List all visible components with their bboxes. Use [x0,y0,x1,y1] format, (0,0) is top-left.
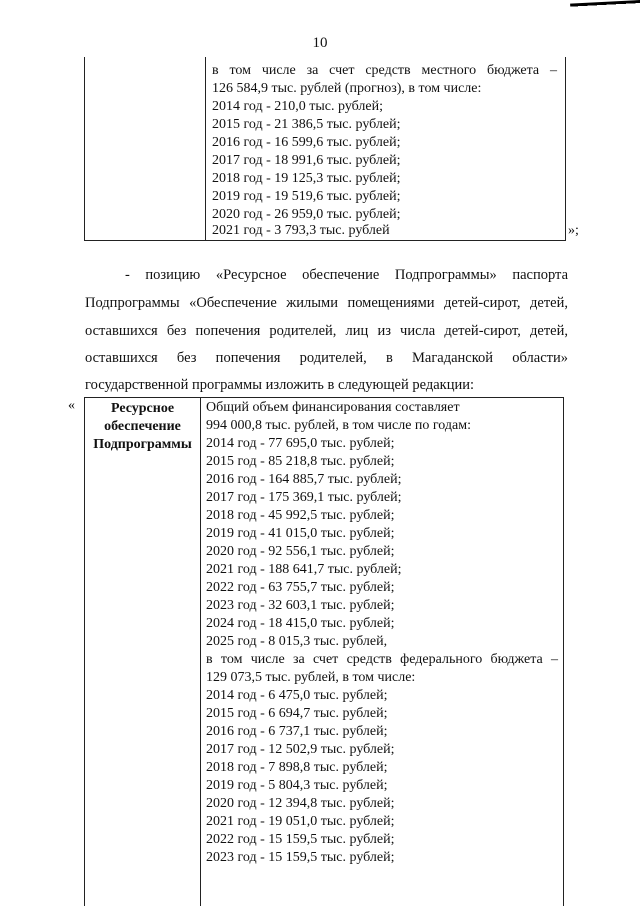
top-line: 2016 год - 16 599,6 тыс. рублей; [212,135,401,150]
top-line: 2017 год - 18 991,6 тыс. рублей; [212,153,401,168]
top-table-label-cell [84,57,206,241]
funding-line: 994 000,8 тыс. рублей, в том числе по годам: [206,418,471,433]
top-line: 2020 год - 26 959,0 тыс. рублей; [212,207,401,222]
top-line: 2015 год - 21 386,5 тыс. рублей; [212,117,401,132]
resource-label-cell [84,397,201,906]
top-line: 2014 год - 210,0 тыс. рублей; [212,99,384,114]
top-line: 2021 год - 3 793,3 тыс. рублей [212,223,390,238]
resource-label-line: обеспечение [104,419,181,434]
funding-line: в том числе за счет средств федерального бюджета – [206,652,558,667]
funding-line: 2019 год - 41 015,0 тыс. рублей; [206,526,395,541]
paragraph-line: оставшихся без попечения родителей, лиц из числа детей-сирот, детей, [85,323,568,339]
funding-line: 2015 год - 85 218,8 тыс. рублей; [206,454,395,469]
funding-line: 2018 год - 7 898,8 тыс. рублей; [206,760,388,775]
funding-line: 2018 год - 45 992,5 тыс. рублей; [206,508,395,523]
funding-line: 2022 год - 63 755,7 тыс. рублей; [206,580,395,595]
funding-line: 2020 год - 92 556,1 тыс. рублей; [206,544,395,559]
funding-line: 2019 год - 5 804,3 тыс. рублей; [206,778,388,793]
funding-line: 2021 год - 188 641,7 тыс. рублей; [206,562,402,577]
funding-line: 2021 год - 19 051,0 тыс. рублей; [206,814,395,829]
page-number: 10 [312,35,328,51]
funding-line: 2014 год - 77 695,0 тыс. рублей; [206,436,395,451]
paragraph-line: оставшихся без попечения родителей, в Магаданской области» [85,350,568,366]
funding-line: 2017 год - 175 369,1 тыс. рублей; [206,490,402,505]
top-line: в том числе за счет средств местного бюджета – [212,63,557,78]
funding-line: 2016 год - 164 885,7 тыс. рублей; [206,472,402,487]
top-line: 126 584,9 тыс. рублей (прогноз), в том числе: [212,81,482,96]
funding-line: 2020 год - 12 394,8 тыс. рублей; [206,796,395,811]
funding-line: 2014 год - 6 475,0 тыс. рублей; [206,688,388,703]
funding-line: 2017 год - 12 502,9 тыс. рублей; [206,742,395,757]
funding-line: 129 073,5 тыс. рублей, в том числе: [206,670,416,685]
resource-label-line: Ресурсное [110,401,175,416]
top-table-content-cell [204,57,566,241]
closing-quote: »; [568,223,579,238]
funding-line: 2015 год - 6 694,7 тыс. рублей; [206,706,388,721]
opening-quote: « [68,398,75,413]
paragraph-line: - позицию «Ресурсное обеспечение Подпрограммы» паспорта [125,267,568,283]
funding-line: 2025 год - 8 015,3 тыс. рублей, [206,634,388,649]
resource-content-cell [199,397,564,906]
top-line: 2019 год - 19 519,6 тыс. рублей; [212,189,401,204]
top-line: 2018 год - 19 125,3 тыс. рублей; [212,171,401,186]
paragraph-line: Подпрограммы «Обеспечение жилыми помещениями детей-сирот, детей, [85,295,568,311]
funding-line: 2016 год - 6 737,1 тыс. рублей; [206,724,388,739]
funding-line: 2023 год - 15 159,5 тыс. рублей; [206,850,395,865]
funding-line: 2024 год - 18 415,0 тыс. рублей; [206,616,395,631]
funding-line: 2022 год - 15 159,5 тыс. рублей; [206,832,395,847]
resource-label-line: Подпрограммы [93,437,192,452]
paragraph-line: государственной программы изложить в следующей редакции: [85,377,475,393]
scan-artifact [570,0,640,16]
funding-line: 2023 год - 32 603,1 тыс. рублей; [206,598,395,613]
funding-line: Общий объем финансирования составляет [206,400,460,415]
